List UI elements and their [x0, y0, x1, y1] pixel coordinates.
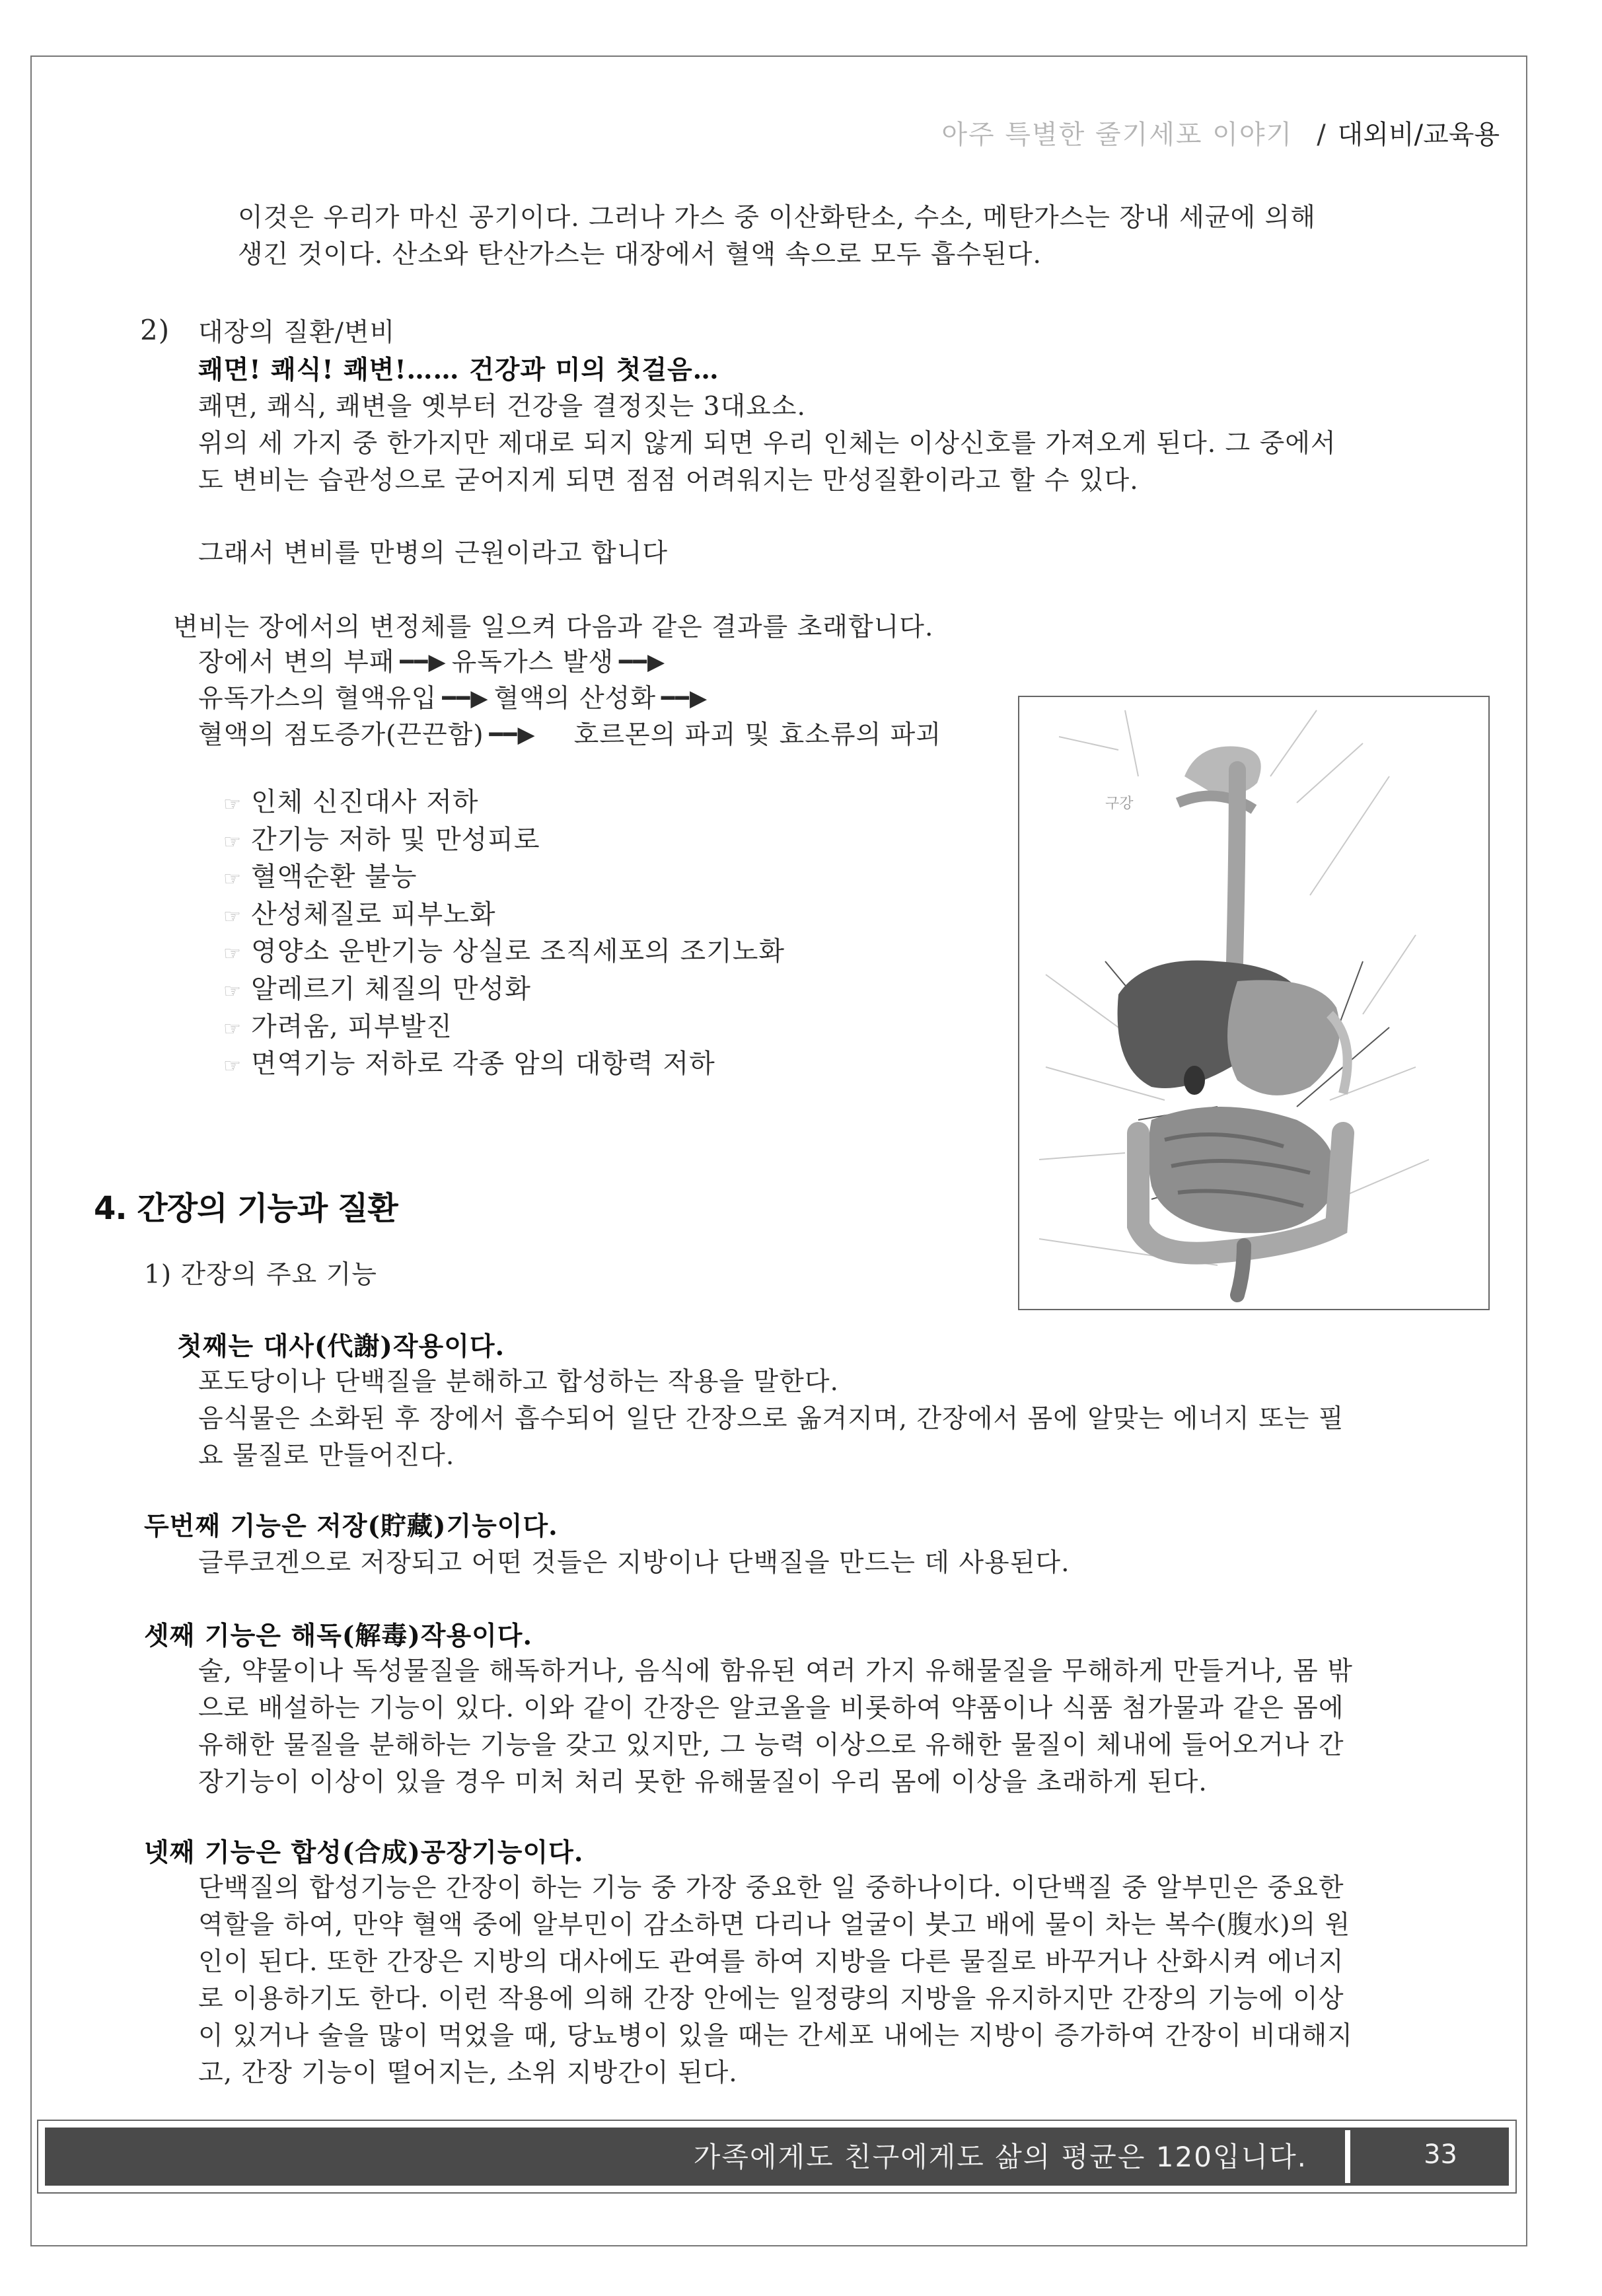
section-2-conclusion: 그래서 변비를 만병의 근원이라고 합니다: [198, 538, 669, 568]
right-arrow-icon: ━━▶: [661, 685, 708, 712]
function-4-title: 넷째 기능은 합성(合成)공장기능이다.: [144, 1837, 584, 1868]
digestive-system-figure: [1018, 696, 1490, 1310]
footer-divider: [1345, 2130, 1350, 2183]
pointing-hand-icon: ☞: [223, 979, 242, 1003]
right-arrow-icon: ━━▶: [400, 649, 447, 675]
chain-list: [198, 644, 941, 753]
pointing-hand-icon: ☞: [223, 1017, 242, 1041]
list-item: ☞ 가려움, 피부발진: [223, 1010, 785, 1047]
section-2-number: 2): [140, 314, 170, 346]
footer-slogan: 가족에게도 친구에게도 삶의 평균은 120입니다.: [693, 2141, 1307, 2173]
section-2-paragraph: [198, 389, 1336, 500]
chain-row: [198, 681, 941, 717]
section-4-title: 4. 간장의 기능과 질환: [94, 1190, 398, 1227]
chain-effect: 유독가스 발생: [451, 648, 614, 677]
header-subtitle: 대외비/교육용: [1337, 120, 1500, 150]
list-item: ☞ 알레르기 체질의 만성화: [223, 972, 785, 1010]
chain-cause: 유독가스의 혈액유입: [198, 684, 437, 714]
pointing-hand-icon: ☞: [223, 793, 242, 816]
page-number: 33: [1424, 2139, 1457, 2170]
function-3-paragraph: 술, 약물이나 독성물질을 해독하거나, 음식에 함유된 여러 가지 유해물질을 무해하게 만들거나, 몸 밖 으로 배설하는 기능이 있다. 이와 같이 간장은 알코올을 비롯하여 약품이나 식품 첨가물과 같은 몸에 유해한 물질을 분해하는 기능을 갖고 있지만, 그 능력 이상으로 유해한 물질이 체내에 들어오거나 간 장기능이 이상이 있을 경우 미처 처리 못한 유해물질이 우리 몸에 이상을 초래하게 된다.: [198, 1656, 1353, 1797]
section-2-title: 대장의 질환/변비: [198, 318, 396, 348]
function-1-paragraph: 포도당이나 단백질을 분해하고 합성하는 작용을 말한다. 음식물은 소화된 후 장에서 흡수되어 일단 간장으로 옮겨지며, 간장에서 몸에 알맞는 에너지 또는 필 요 물질로 만들어진다.: [198, 1367, 1344, 1471]
section-2-line: 위의 세 가지 중 한가지만 제대로 되지 않게 되면 우리 인체는 이상신호를 가져오게 된다. 그 중에서: [198, 429, 1336, 459]
section-2-line: 도 변비는 습관성으로 굳어지게 되면 점점 어려워지는 만성질환이라고 할 수 있다.: [198, 466, 1139, 496]
list-item: ☞ 면역기능 저하로 각종 암의 대항력 저하: [223, 1047, 785, 1084]
section-2-slogan: 쾌면! 쾌식! 쾌변!…… 건강과 미의 첫걸음…: [198, 355, 719, 385]
list-item: ☞ 혈액순환 불능: [223, 860, 785, 897]
right-arrow-icon: ━━▶: [619, 649, 666, 675]
chain-intro: 변비는 장에서의 변정체를 일으켜 다음과 같은 결과를 초래합니다.: [173, 612, 934, 642]
section-2-line: 쾌면, 쾌식, 쾌변을 옛부터 건강을 결정짓는 3대요소.: [198, 392, 806, 422]
footer-bar: [37, 2120, 1517, 2194]
function-2-title: 두번째 기능은 저장(貯藏)기능이다.: [144, 1511, 558, 1541]
list-item: ☞ 영양소 운반기능 상실로 조직세포의 조기노화: [223, 934, 785, 972]
list-item: ☞ 산성체질로 피부노화: [223, 897, 785, 935]
effects-list: [223, 785, 785, 1084]
pointing-hand-icon: ☞: [223, 830, 242, 854]
list-item: ☞ 인체 신진대사 저하: [223, 785, 785, 823]
chain-row: [198, 644, 941, 681]
intro-paragraph: [238, 200, 1316, 274]
pointing-hand-icon: ☞: [223, 1055, 242, 1078]
function-4-paragraph: 단백질의 합성기능은 간장이 하는 기능 중 가장 중요한 일 중하나이다. 이단백질 중 알부민은 중요한 역할을 하여, 만약 혈액 중에 알부민이 감소하면 다리나 얼굴이 붓고 배에 물이 차는 복수(腹水)의 원 인이 된다. 또한 간장은 지방의 대사에도 관여를 하여 지방을 다른 물질로 바꾸거나 산화시켜 에너지 로 이용하기도 한다. 이런 작용에 의해 간장 안에는 일정량의 지방을 유지하지만 간장의 기능에 이상 이 있거나 술을 많이 먹었을 때, 당뇨병이 있을 때는 간세포 내에는 지방이 증가하여 간장이 비대해지 고, 간장 기능이 떨어지는, 소위 지방간이 된다.: [198, 1873, 1353, 2088]
function-1-title: 첫째는 대사(代謝)작용이다.: [177, 1331, 505, 1362]
chain-row: [198, 717, 941, 753]
pointing-hand-icon: ☞: [223, 942, 242, 966]
chain-cause: 장에서 변의 부패: [198, 648, 395, 677]
chain-cause: 혈액의 점도증가(끈끈함): [198, 720, 484, 750]
function-2-line: 글루코겐으로 저장되고 어떤 것들은 지방이나 단백질을 만드는 데 사용된다.: [198, 1548, 1070, 1578]
digestive-system-illustration: [1019, 697, 1488, 1309]
page-header: [941, 114, 1500, 151]
figure-label-mouth: 구강: [1105, 796, 1134, 812]
list-item: ☞ 간기능 저하 및 만성피로: [223, 823, 785, 860]
intro-line: 이것은 우리가 마신 공기이다. 그러나 가스 중 이산화탄소, 수소, 메탄가스는 장내 세균에 의해: [238, 203, 1316, 233]
section-4-subtitle: 1) 간장의 주요 기능: [144, 1260, 377, 1290]
intro-line: 생긴 것이다. 산소와 탄산가스는 대장에서 혈액 속으로 모두 흡수된다.: [238, 240, 1042, 270]
header-slash: /: [1317, 120, 1326, 150]
pointing-hand-icon: ☞: [223, 905, 242, 928]
function-3-title: 셋째 기능은 해독(解毒)작용이다.: [144, 1621, 533, 1651]
chain-effect: 혈액의 산성화: [493, 684, 657, 714]
header-title: 아주 특별한 줄기세포 이야기: [941, 120, 1293, 150]
pointing-hand-icon: ☞: [223, 868, 242, 891]
chain-effect: 호르몬의 파괴 및 효소류의 파괴: [573, 720, 942, 750]
right-arrow-icon: ━━▶: [489, 722, 536, 748]
right-arrow-icon: ━━▶: [442, 685, 489, 712]
